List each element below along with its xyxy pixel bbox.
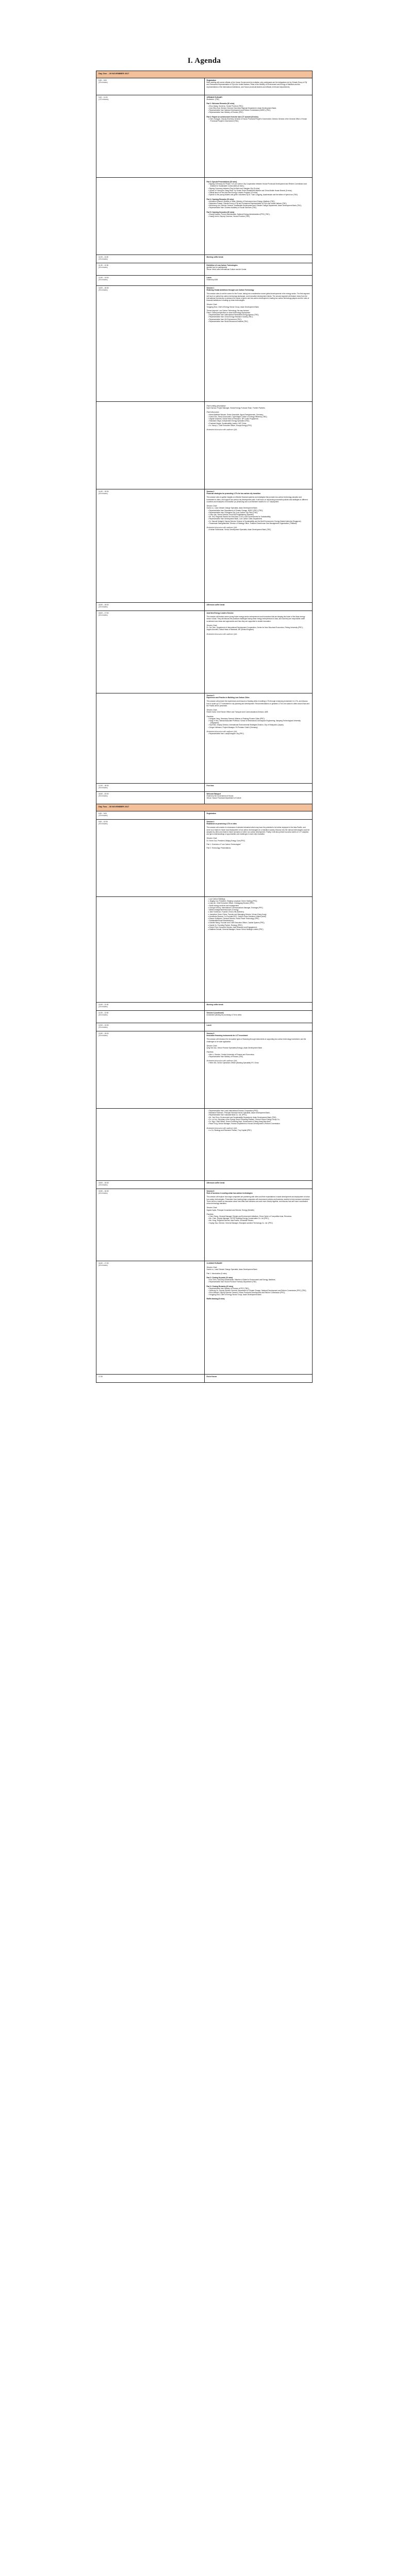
session-duration: (60 minutes) [99, 1014, 108, 1016]
session-time: 16:00 – 17:00 [99, 612, 109, 614]
session-title: Asia New Energy Leaders Session [206, 612, 234, 614]
text-line: Venue: Meixi Lake International Culture and Art Center [206, 268, 247, 271]
session-time: 9:00 – 10:30 [99, 821, 108, 823]
time-cell [96, 402, 205, 489]
list-item: • Prashant Hegde, Sustainability Leader, HKP China; [208, 422, 247, 425]
agenda-row [96, 1023, 313, 1031]
day-header-row [96, 71, 313, 78]
description-cell [204, 95, 313, 178]
session-duration: (60 minutes) [99, 266, 108, 269]
list-item: • Dr. Samuel Mudgett, Deputy Director General of Sustainability and the Built Environment, Energy Market Authority (Singapore) [208, 520, 301, 522]
list-item: • Representative from UN Environment (TBC); [208, 318, 242, 320]
list-item: • Speech to the young leaders and green volunteers by Dr. Yuan Longping, Academician and the father of hybrid rice (TBC). [208, 194, 299, 196]
list-item: • Representative from Hunan Province Forestry Department (TBC) [208, 1281, 257, 1283]
text-line: (guided tour for participants) [206, 266, 227, 269]
description-text: This session aims to gather insights on effective financial systems and strategies that promote low-carbon technology adoption and investment in cities, and support low-carbon city development path. It will focus on introducing successful policies and strategies in different countries and examples of innovative (co-)financing and co-investment models for LCT deployment. [206, 496, 308, 503]
list-item: • Helen Wu, Senior Operations Officer (Banking Specialist) IFC China [208, 1062, 259, 1064]
list-item: • Chen Zheng, General Manager Climate and Environment Initiatives, China Centre of Competitive Asia, Renomics [208, 1215, 292, 1217]
session-duration: (90 minutes) [99, 1026, 108, 1029]
part-heading: Part 2: Report on achievement from the last LCT summit (15 mins) [206, 115, 258, 118]
session-title: Morning coffee break [206, 1004, 223, 1006]
session-time: 12:30 – 14:00 [99, 277, 109, 279]
list-item: • Ravel Tung, Senior Manager, Finance Department of Hunan Development & Reform Commission [208, 1123, 280, 1125]
description-cell [204, 1189, 313, 1261]
description-cell [204, 611, 313, 693]
session-time: 15:30 – 16:00 [99, 604, 109, 606]
list-item: • Chen Zhongjun, Deputy Secretary General of Hunan Provincial People's Government, Director General of the General Office of Hunan Provincial People's Government (TBC); [208, 117, 307, 122]
session-duration: (90 minutes) [99, 787, 108, 789]
session-duration: (30 minutes) [99, 81, 108, 84]
session-duration: (120 minutes) [99, 98, 109, 101]
list-item: • Representative from Lead International Finance Corporation (PRC); [208, 1110, 258, 1112]
text-line: Hosted by ADB [206, 279, 218, 281]
session-duration: (90 minutes) [99, 1035, 108, 1037]
session-time: 13:30 – 15:00 [99, 1032, 109, 1035]
moderation-note: Moderated discussion with audience Q&A [206, 428, 237, 431]
time-cell [96, 1031, 205, 1109]
description-cell [204, 792, 313, 804]
list-item: • Official launch of the Asia New Energy Leaders Program (10 mins); [208, 192, 258, 194]
section-title: I. Agenda [187, 57, 221, 65]
moderation-note: Moderated discussion with audience Q&A [206, 1059, 237, 1062]
text-line: Dr. Kevin Guo, President, Beijing Energy Club (PRC) [206, 839, 246, 842]
list-item: o Daniel Zu, Founding Partner, Renergy (PRC); [208, 924, 243, 926]
list-item: • Woochong Um, Director General, Sustainable Development and Climate Change Department, Asian Development Bank (TBC); [208, 205, 302, 207]
time-cell [96, 603, 205, 611]
text-line: Dr. Jia Chen, Department of International Development Cooperation, Center for New Structural Economics, Peking University (PRC); [206, 626, 303, 629]
list-item: • Xuemi Zhu, Senior Economist, Copenhagen Centre on Energy Efficiency (TBC); [208, 415, 268, 418]
description-cell [204, 1261, 313, 1375]
description-cell [204, 820, 313, 897]
session-time: 11:00 – 11:30 [99, 256, 109, 258]
day-header: Day Two – 30 NOVEMBER 2017 [96, 804, 313, 811]
session-time: 11:30 – 12:30 [99, 264, 109, 266]
agenda-row [96, 792, 313, 804]
time-cell [96, 611, 205, 693]
moderation-note: Moderated discussion with audience Q&A [206, 730, 237, 733]
time-cell [96, 1189, 205, 1261]
list-item: • Signing Ceremony for Phase 2 of Low Carbon City Cooperation between Hunan Provincial Development and Reform Commission and Institute for Sustainable Communities (5 mins); [208, 183, 307, 188]
agenda-row [96, 784, 313, 792]
agenda-row [96, 1189, 313, 1261]
time-cell [96, 1109, 205, 1181]
agenda-row [96, 78, 313, 95]
field-label: Panelists: [206, 715, 214, 718]
agenda-row [96, 603, 313, 611]
part-heading: Part 2: Closing Keynote (10 mins) [206, 1276, 233, 1279]
time-cell [96, 811, 205, 820]
session-title: Realizing Global Ambitions through Low Carbon Technology [206, 289, 254, 292]
session-title: Session 2 [206, 490, 215, 493]
list-item: • Waste management/resources & energy [208, 909, 239, 911]
text-line: Part 2: Technology Presentations [206, 846, 231, 849]
agenda-row [96, 1181, 313, 1189]
session-title: Afternoon coffee break [206, 604, 225, 606]
text-line: Angelo Amorelli, Global Head of Research, BP (United Kingdom) [206, 629, 254, 631]
time-cell [96, 792, 205, 804]
part-heading: Part 4: Opening Remarks (15 mins) [206, 198, 234, 200]
session-duration: (30 minutes) [99, 606, 108, 608]
agenda-row [96, 255, 313, 263]
list-item: • Lu Zu, Strategy and Research Partner, Troy Capital (PRC) [208, 1129, 252, 1131]
agenda-row [96, 693, 313, 784]
time-cell [96, 1023, 205, 1031]
description-cell [204, 811, 313, 820]
list-item: • Representative from Changsha City (Low-Carbon City Pilot) (TBC); [208, 511, 258, 514]
session-duration: (60 minutes) [99, 1264, 108, 1267]
text-line: Venue: Hunan Provincial Department of Culture [206, 797, 241, 800]
time-cell [96, 286, 205, 402]
field-label: Session Chair: [206, 303, 218, 306]
agenda-row [96, 1011, 313, 1023]
list-item: o Manon Hoffmann, General Director, Rohat Power Technology (PRC) [208, 917, 259, 920]
list-item: o Georgia Verdoy, International Communications Manager, Envisage (PRC) [208, 906, 263, 909]
list-item: • Zhou Wentao, Deputy Director General, Hunan Provincial Development and Reform Commission (PRC); [208, 1292, 285, 1294]
text-line: Moderator: (TBC) [206, 98, 220, 101]
agenda-row [96, 178, 313, 255]
description-cell [204, 1181, 313, 1189]
text-line: Part 1: Introduction (5 mins) [206, 1272, 227, 1275]
agenda-row [96, 402, 313, 489]
description-cell [204, 286, 313, 402]
list-item: • Virginie Amenrell, Global Head of Research, BP Codes Programme; [208, 418, 259, 420]
session-title: Lunch [206, 1024, 212, 1026]
list-item: • Representative from Ministry of Finance (PRC) [208, 111, 243, 114]
session-duration: (30 minutes) [99, 815, 108, 817]
time-cell [96, 820, 205, 897]
description-cell [204, 402, 313, 489]
list-item: • Dr. Vigo, Chief Officer, Green Financing Dept, Government of Xiang Jiang New Area; [208, 1121, 271, 1123]
time-cell [96, 78, 205, 95]
field-label: Panelists: [206, 1051, 214, 1054]
day-header: Day One – 29 NOVEMBER 2017 [96, 71, 313, 78]
session-title: Welcome Banquet [206, 793, 221, 795]
session-title: Session 4 (continued) [206, 1012, 224, 1014]
text-line: Yongping Zhai, Chief of Energy Sector Group, Asian Development Bank [206, 306, 259, 308]
session-time: 15:30 – 16:30 [99, 1190, 109, 1192]
list-item: • Krishan Sukhnanan, Senior Development Specialist, Asian Development Bank (TBC) [208, 529, 271, 531]
list-item: • Representative from International Renewable Energy Agency (TBC); [208, 314, 259, 316]
list-item: • Ms. Chen, Deputy Manager, CECEP Building Energy Conservation Co. Ltd (PRC); [208, 1217, 269, 1220]
session-title: Session 1 [206, 287, 215, 289]
session-title: Lunch [206, 277, 212, 279]
list-item: • Bistrasse Robinson, Principal Financial Sector Specialist, Asian Development Bank; [208, 1112, 270, 1114]
list-item: • Jiaohong Xu, Deputy Director General, Department of Climate Change, National Development and Reform Commission (PRC) (TBC); [208, 1289, 307, 1292]
description-cell [204, 1031, 313, 1109]
session-title: Financial strategies for promoting LCTs for low carbon city transition [206, 493, 261, 495]
list-item: • Signing Ceremony between Ping An Bank and Xiangtan City (5 mins); [208, 187, 260, 190]
description-text: This session will consist of a showcase of selected industrial which may have the potential to be further deployed in the Asia-Pacific, and serve as a basis for future local deployment of low carbon technologies for a transition society. Discuss how the various technologies could be adopted by cities and relate to future scenarios of cities' low carbon development. Finally, it will also present success stories of LCT adoption, and give understandings of opportunities and challenges in each city's transition. [206, 826, 310, 836]
agenda-table [96, 71, 313, 1383]
list-item: • Ms. Hong, Regional Director, Asia Pacific, Schneider Electric; [208, 1219, 254, 1222]
session-time: 8:30 – 9:00 [99, 812, 107, 815]
session-time: 9:00 – 11:00 [99, 96, 108, 98]
list-item: • Representative from Development Bank, Low Carbon Cities Department; [208, 518, 263, 520]
list-item: • Representative from Ministry of Finance (TBC) [208, 1055, 243, 1058]
description-text: This session will explore how large companies are partnering with cities and their expectations in asset development and deployment of urban low-carbon technologies. Presenters from leading large companies will recommend policies and business models to help increase investment. There will be a hands-on discussion about how cities and business can work more closely together, and discuss how and more coordinated urban technology transition. [206, 1196, 310, 1205]
description-text: This session aims to set the scene for the Forum, taking into consideration recent global developments in the energy sector. The first segment will touch on global low carbon technology landscape, and innovative development trends. The second segment will feature views from the international community on advance the cause of green and low-carbon development, leading low carbon technology players and the roles of financial institutions in scaling up clean technologies. [206, 293, 310, 302]
list-item: • Mr. Yuki Ohno, Environment and Sustainability Department, Asian Development Bank (TBC); [208, 1116, 277, 1118]
list-item: • Satyendra Prasad, Climate Envoy of Fiji and Permanent Representative of Fiji to the United Nations (TBC); [208, 202, 287, 205]
agenda-row [96, 95, 313, 178]
list-item: • Smart energy services and management [208, 904, 239, 907]
text-line: Brief meeting with senior officials of the Hunan Government (by invitation only, participants are the delegations led by Climate Envoy of Fiji and Permanent Representative of Fiji to the United Nations, Head of the Ministry of Environment and Energy of Maldives and the representatives of the international institutions, and Hunan provincial leaders and officials of relevant departments) [206, 81, 307, 88]
description-text: This session will present the experiences and lessons of leading cities in building LCTs through enhancing investment in LCTs, and discuss how to scale up LCT investment in city planning and development. Recommendations on greatest LCTs to be scaled in cities around Asia and the Pacific will be presented. [206, 700, 309, 707]
description-cell [204, 1003, 313, 1011]
field-label: Session Chair: [206, 1207, 218, 1209]
description-cell [204, 603, 313, 611]
session-title: Afternoon coffee break [206, 1182, 225, 1184]
list-item: • Hung-Yi Hsu, Hamad Associate Professor, School of Mechanical & Aerospace Engineering, Nanyang Technological University (Singapore); [208, 719, 301, 724]
agenda-row [96, 1261, 313, 1375]
text-line: Investment pitching for promising LCTs for cities [206, 1014, 242, 1016]
list-item: o Daniele Meng, Founder and Chief Executive Officer, Caulink System (PRC); [208, 922, 265, 924]
time-cell [96, 489, 205, 603]
text-line: Hosted by the Government of Hunan [206, 795, 234, 798]
list-item: • Zhou Qiang, Governor, Hunan Province (TBC); [208, 105, 243, 107]
list-item: • Representative from Department of Climate Change, NDRC (PRC) (TBC); [208, 509, 264, 512]
time-cell [96, 897, 205, 1003]
agenda-row [96, 489, 313, 603]
text-line: Qing Hai Gao, Senior Finance Specialist (Energy), Asian Development Bank [206, 1047, 263, 1049]
text-line: Robert Guild, Chief Sector Officer and Transport and Communications Division, ADB [206, 711, 268, 714]
agenda-section [96, 57, 313, 1383]
text-line: Dymi Karnow, Project Manager, Global Energy Forecast Team, Frontier Partners [206, 407, 265, 410]
list-item: • Dr. Xiaoq Li, Chief Executive Officer, Envoja Energy (PRC) [208, 424, 252, 427]
time-cell [96, 693, 205, 784]
time-cell [96, 1003, 205, 1011]
session-title: OPENING PLENARY [206, 96, 223, 98]
list-item: • Thaweesak Saengthamdee, Director of Strategy Office, Thailand Greenhouse Gas Management Organization (Thailand) [208, 522, 297, 524]
list-item: • Representative from Lusa@Yangtze City (PRC) [208, 733, 244, 735]
text-line: Panel: Global perspectives on clean technology deployment [206, 311, 251, 314]
list-item: • Representative from China Energy Research Society (TBC); [208, 316, 253, 318]
description-cell [204, 276, 313, 286]
text-line: Xuedu Lu, Lead Climate Change Specialist, Asian Development Bank [206, 507, 257, 510]
list-item: • Representative from Ministry of Finance of PRC (TBC); [208, 1287, 250, 1290]
list-item: • Hongwei Yang, Secretary General, Alliance of Peaking Pioneer Cities (PRC); [208, 717, 265, 720]
list-item: • Sustainable/Smart Manufacturing [208, 920, 234, 922]
field-label: Panel setting presentation: [206, 405, 226, 407]
moderation-note: Moderated discussion with audience Q&A [206, 1127, 237, 1129]
session-duration: (90 minutes) [99, 823, 108, 825]
list-item: • Representative from Chinese Academy of Social Sciences (TBC). [208, 207, 257, 209]
agenda-row [96, 1375, 313, 1383]
part-heading: Part 5: Opening Keynotes (30 mins) [206, 211, 235, 213]
session-duration: (90 minutes) [99, 289, 108, 292]
session-title: End of forum [206, 1376, 217, 1378]
time-cell [96, 1375, 205, 1383]
session-time: 18:30 – 20:00 [99, 793, 109, 795]
list-item: • Launch of "Along the Xiang River" by Hunan Green Broadband Alliance and China Mobile Hunan Branch (5 mins); [208, 189, 292, 192]
list-item: • Yongping Zhai, Chief of Energy Sector Group, Asian Development Bank [208, 1294, 261, 1296]
field-label: Session Chair: [206, 709, 218, 711]
field-label: Session Chair: [206, 624, 218, 626]
agenda-row [96, 1109, 313, 1181]
agenda-row [96, 1003, 313, 1011]
description-cell [204, 489, 313, 603]
description-text: This session will introduce the innovative types of financing through instruments in supporting low carbon technology investment, and the challenges to be wide application. [206, 1038, 306, 1043]
session-duration: (60 minutes) [99, 614, 108, 617]
list-item: • Dr. Liu Jun, Secretary of the Energy Green Financing Platform, Sinovel Hunan Energy Group Co.; [208, 1118, 281, 1121]
agenda-table-body [96, 71, 313, 1383]
session-time: 12:00 – 13:30 [99, 1024, 109, 1026]
session-duration: (30 minutes) [99, 258, 108, 261]
session-title: Session 5 [206, 1032, 215, 1035]
text-line: Part 1: Overview of "Low Carbon Technologies" [206, 843, 241, 845]
field-label: Session Chair: [206, 1266, 218, 1269]
list-item: • Representative from World Resources Institute (TBC) [208, 320, 248, 323]
list-item: • Yuqing Xiao, Director, General Manager, Shanghai Landlord Technology Co. Ltd. (PRC) [208, 1222, 273, 1224]
session-time: 15:00 – 15:30 [99, 1182, 109, 1184]
description-cell [204, 1109, 313, 1181]
list-item: • Chen Lijie, Senior Director, Ernst Ant-Pulgeidsberg (Sweden); [208, 513, 254, 516]
description-cell [204, 1011, 313, 1023]
list-item: • Representative from National Development and Reform Commission (NDRC) (TBC); [208, 109, 271, 112]
field-label: Session Chair: [206, 505, 218, 507]
moderation-note: Moderated discussion with audience Q&A [206, 633, 237, 635]
agenda-row [96, 276, 313, 286]
list-item: o Matthew Donald, General Manager, Hunan Yinhui Holdings Limited (PRC) [208, 928, 264, 931]
description-cell [204, 263, 313, 276]
field-label: Session Chair: [206, 837, 218, 840]
description-text: This session will feature seven young future energy-sector entrepreneurs and innovators that are shaping the future of the Asian energy sector in Asia. They will discuss the practical challenges facing clean energy entrepreneurs in Asia, and how they are responsible under scrutinized new ideas and approaches and thus they are supported to enable innovation. [206, 616, 305, 622]
part-heading: Part 3: Special Presentations (25 mins) [206, 181, 237, 183]
list-item: • Low Carbon Buildings [208, 898, 225, 900]
time-cell [96, 263, 205, 276]
time-cell [96, 276, 205, 286]
field-label: Panelists: [206, 1213, 214, 1215]
session-duration: (30 minutes) [99, 1184, 108, 1187]
session-title: Session 6 [206, 1190, 215, 1192]
session-time: 16:30 – 17:30 [99, 1262, 109, 1264]
session-time: 17:00 – 18:30 [99, 785, 109, 787]
part-heading: Part 3: Closing Remarks (20 mins) [206, 1285, 234, 1287]
session-title: Free time [206, 785, 214, 787]
session-time: 8:30 – 9:00 [99, 79, 107, 81]
list-item: o Josephine Green Chiew, Founder and Managing Director, Vinnar (Hong Kong) [208, 913, 267, 916]
list-item: o Robert Tian, Executive Director, Asia Research and Engagement; [208, 926, 257, 928]
field-label: Panel discussion: [206, 411, 220, 414]
session-duration: (60 minutes) [99, 493, 108, 495]
list-item: o Ling Lim, Chief Executive Officer, Chanagang Elevator (PRC) [208, 902, 254, 905]
agenda-row [96, 1031, 313, 1109]
description-cell [204, 1375, 313, 1383]
session-time: 14:30 – 15:30 [99, 490, 109, 493]
session-duration: (90 minutes) [99, 279, 108, 281]
agenda-row [96, 820, 313, 897]
list-item: • Gregor Hellmann, Project Manager, Fit-Predator GmbH (Germany) [208, 726, 258, 728]
list-item: o Amrsindra Sharma, Co-Founder/CEO, Carbon Clean Solutions Limited (India) [208, 915, 266, 918]
list-item: • Mohamed Shareef, Minister of State, Ministry of Environment and Energy, Maldives (TBC); [208, 200, 275, 202]
session-title: Exhibition of Low-Carbon Technologies [206, 264, 238, 266]
session-title: Morning coffee break [206, 256, 223, 258]
description-cell [204, 1023, 313, 1031]
session-title: Role of business in scaling urban low-carbon technologies [206, 1192, 253, 1195]
session-title: Session 4 [206, 821, 215, 823]
session-title: Roadshow on promising LCTs in cities [206, 823, 237, 825]
list-item: o Jane Tomlinson, Founder, Enviro-Hill (Sweden); [208, 911, 244, 913]
session-title: Registration [206, 812, 217, 815]
list-item: • Wei Li, Director, Central University of Finance and Economics; [208, 1053, 255, 1056]
agenda-row [96, 897, 313, 1003]
list-item: • Zhang Guobao, Former Administrator, National Energy Administration (PRC) (TBC); [208, 213, 270, 215]
description-cell [204, 78, 313, 95]
list-item: • Huang Lemin, Deputy Governor, Hunan Province (TBC) [208, 215, 250, 218]
day-header-row [96, 804, 313, 811]
part-heading: Part 1: Welcome Remarks (30 mins) [206, 103, 235, 105]
agenda-row [96, 286, 313, 402]
agenda-row [96, 811, 313, 820]
time-cell [96, 255, 205, 263]
session-title: Registration [206, 79, 217, 81]
description-cell [204, 693, 313, 784]
time-cell [96, 95, 205, 178]
list-item: • Jeon Woo-Kuk, Director General, East Asia Regional Department, Asian Development Bank; [208, 107, 276, 109]
session-duration: (30 minutes) [99, 1006, 108, 1008]
field-label: Session Chair: [206, 1044, 218, 1047]
session-title: Experience and Practice in Building Low Carbon Cities [206, 697, 250, 699]
moderation-note: Moderated discussion with audience Q&A [206, 527, 237, 529]
agenda-row [96, 263, 313, 276]
agenda-row [96, 611, 313, 693]
session-title: Innovative financing instruments for LCT investment [206, 1035, 248, 1037]
session-time: 10:30 – 11:00 [99, 1004, 109, 1006]
description-cell [204, 178, 313, 255]
time-cell [96, 784, 205, 792]
list-item: • Representative from Industrial Bank Co. Ltd. (PRC); [208, 1114, 247, 1116]
text-line: Sujata Gupta, Principal Consultant and Director, Energy (Deloitte) [206, 1209, 254, 1211]
list-item: • Shashank Singh, Independent Energy Specialist (TBC); [208, 420, 250, 422]
text-line: Xuedu Lu, Lead Climate Change Specialist, Asian Development Bank [206, 1268, 257, 1271]
session-title: Session 3 [206, 694, 215, 697]
description-cell [204, 897, 313, 1003]
description-cell [204, 784, 313, 792]
session-time: 14:00 – 15:30 [99, 287, 109, 289]
session-time: 17:30 [99, 1376, 103, 1378]
session-duration: (60 minutes) [99, 1192, 108, 1195]
session-title: CLOSING PLENARY [206, 1262, 223, 1264]
session-duration: (90 minutes) [99, 795, 108, 798]
description-cell [204, 255, 313, 263]
time-cell [96, 1261, 205, 1375]
time-cell [96, 1181, 205, 1189]
list-item: • Maria Mathilde Wanner, Senior Associate, Agora Energiewende, Germany; [208, 413, 264, 416]
time-cell [96, 178, 205, 255]
time-cell [96, 1011, 205, 1023]
list-item: • Eric Chen, Honorary Academician, Member of State for Environment and Energy, Maldives; [208, 1279, 276, 1281]
session-time: 11:00 – 12:00 [99, 1012, 109, 1014]
session-title: Raffle drawing (5 mins) [206, 1297, 225, 1300]
list-item: • Yuji Endo, Deputy Director, International Environmental Strategies Division, City of Kitakyushu (Japan); [208, 724, 284, 726]
list-item: o Jingjing Cai, President, Zhejiang Longhuan Green Holding (PRC); [208, 900, 258, 903]
text-line: Theme keynote: Low Carbon Technology, the way forward [206, 309, 249, 312]
list-item: • Mr. Shu, Regional Director for East Asia, ICLEI-Local Governments for Sustainability; [208, 516, 271, 518]
